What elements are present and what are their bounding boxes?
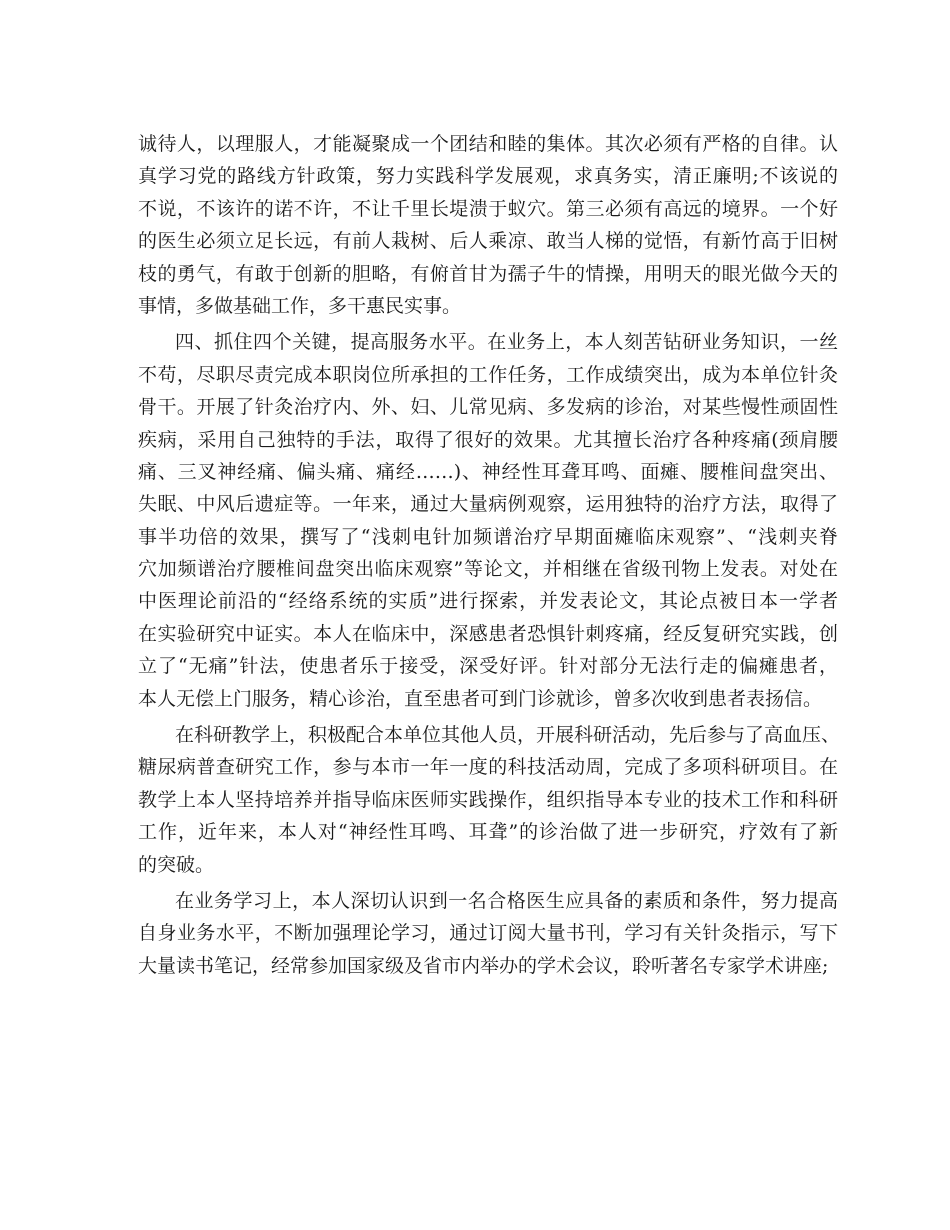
- text-line: 的突破。: [138, 853, 215, 876]
- text-line: 四、抓住四个关键，提高服务水平。在业务上，本人刻苦钻研业务知识，一丝: [175, 331, 838, 354]
- paragraph-2: [138, 326, 838, 715]
- text-line: 自身业务水平，不断加强理论学习，通过订阅大量书刊，学习有关针灸指示，写下: [138, 922, 838, 945]
- text-line: 穴加频谱治疗腰椎间盘突出临床观察”等论文，并相继在省级刊物上发表。对处在: [138, 558, 838, 581]
- text-line: 不说，不该许的诺不许，不让千里长堤溃于蚁穴。第三必须有高远的境界。一个好: [138, 197, 838, 220]
- paragraph-4: [138, 885, 838, 982]
- text-line: 事半功倍的效果，撰写了“浅刺电针加频谱治疗早期面瘫临床观察”、“浅刺夹脊: [138, 525, 838, 548]
- text-line: 在实验研究中证实。本人在临床中，深感患者恐惧针刺疼痛，经反复研究实践，创: [138, 622, 838, 645]
- text-line: 本人无偿上门服务，精心诊治，直至患者可到门诊就诊，曾多次收到患者表扬信。: [138, 687, 823, 710]
- text-line: 事情，多做基础工作，多干惠民实事。: [138, 294, 462, 317]
- paragraph-1: [138, 128, 838, 322]
- text-line: 诚待人，以理服人，才能凝聚成一个团结和睦的集体。其次必须有严格的自律。认: [138, 133, 838, 155]
- paragraph-3: [138, 719, 841, 881]
- text-line: 痛、三叉神经痛、偏头痛、痛经……)、神经性耳聋耳鸣、面瘫、腰椎间盘突出、: [138, 460, 838, 483]
- text-line: 糖尿病普查研究工作，参与本市一年一度的科技活动周，完成了多项科研项目。在: [138, 756, 838, 779]
- text-line: 骨干。开展了针灸治疗内、外、妇、儿常见病、多发病的诊治，对某些慢性顽固性: [138, 396, 838, 419]
- text-line: 枝的勇气，有敢于创新的胆略，有俯首甘为孺子牛的情操，用明天的眼光做今天的: [138, 262, 838, 285]
- text-line: 中医理论前沿的“经络系统的实质”进行探索，并发表论文，其论点被日本一学者: [138, 590, 838, 613]
- text-line: 不苟，尽职尽责完成本职岗位所承担的工作任务，工作成绩突出，成为本单位针灸: [138, 363, 838, 386]
- text-line: 教学上本人坚持培养并指导临床医师实践操作，组织指导本专业的技术工作和科研: [138, 788, 838, 811]
- text-line: 立了“无痛”针法，使患者乐于接受，深受好评。针对部分无法行走的偏瘫患者，: [138, 655, 838, 678]
- text-line: 工作，近年来，本人对“神经性耳鸣、耳聋”的诊治做了进一步研究，疗效有了新: [138, 821, 838, 844]
- text-line: 在科研教学上，积极配合本单位其他人员，开展科研活动，先后参与了高血压、: [175, 724, 841, 747]
- text-line: 的医生必须立足长远，有前人栽树、后人乘凉、敢当人梯的觉悟，有新竹高于旧树: [138, 230, 838, 253]
- text-line: 大量读书笔记，经常参加国家级及省市内举办的学术会议，聆听著名专家学术讲座;: [138, 954, 829, 977]
- document-body: [138, 128, 841, 982]
- text-line: 疾病，采用自己独特的手法，取得了很好的效果。尤其擅长治疗各种疼痛(颈肩腰: [138, 428, 838, 451]
- text-line: 失眠、中风后遗症等。一年来，通过大量病例观察，运用独特的治疗方法，取得了: [138, 493, 838, 516]
- text-line: 在业务学习上，本人深切认识到一名合格医生应具备的素质和条件，努力提高: [175, 889, 838, 912]
- text-line: 真学习党的路线方针政策，努力实践科学发展观，求真务实，清正廉明;不该说的: [138, 165, 838, 188]
